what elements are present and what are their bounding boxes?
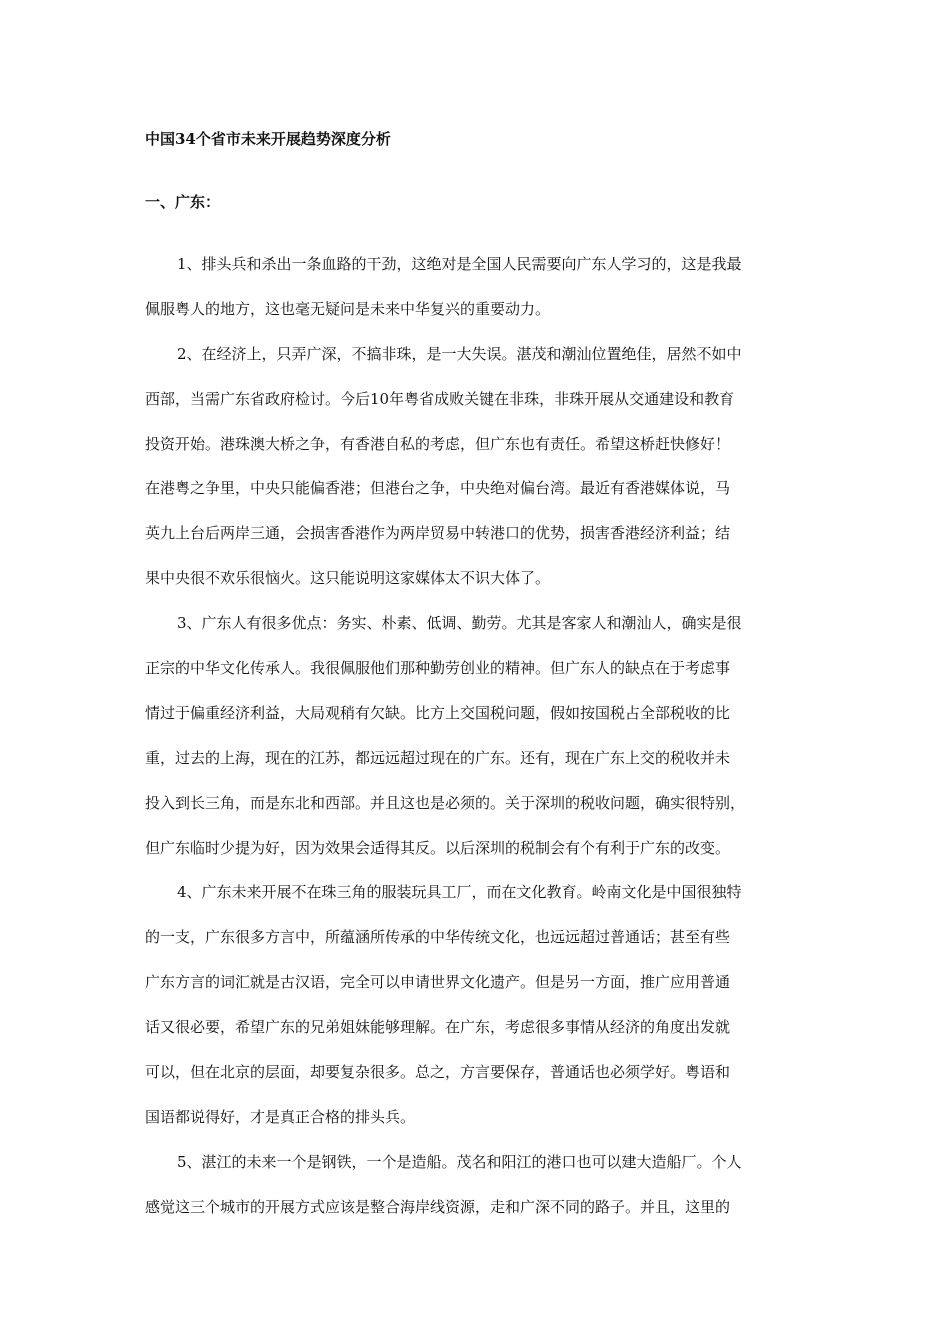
text-line: 可以，但在北京的层面，却要复杂很多。总之，方言要保存，普通话也必须学好。粤语和: [145, 1063, 731, 1082]
text-line: 英九上台后两岸三通，会损害香港作为两岸贸易中转港口的优势，损害香港经济利益；结: [145, 524, 731, 543]
text-line: 3、广东人有很多优点：务实、朴素、低调、勤劳。尤其是客家人和潮汕人，确实是很: [177, 614, 742, 633]
section-heading: 一、广东：: [145, 193, 221, 211]
text-line: 感觉这三个城市的开展方式应该是整合海岸线资源，走和广深不同的路子。并且，这里的: [145, 1197, 731, 1216]
text-line: 广东方言的词汇就是古汉语，完全可以申请世界文化遗产。但是另一方面，推广应用普通: [145, 973, 731, 992]
text-line: 4、广东未来开展不在珠三角的服装玩具工厂，而在文化教育。岭南文化是中国很独特: [177, 883, 742, 902]
text-line: 投入到长三角，而是东北和西部。并且这也是必须的。关于深圳的税收问题，确实很特别，: [145, 793, 746, 812]
text-line: 正宗的中华文化传承人。我很佩服他们那种勤劳创业的精神。但广东人的缺点在于考虑事: [145, 659, 731, 678]
text-line: 情过于偏重经济利益，大局观稍有欠缺。比方上交国税问题，假如按国税占全部税收的比: [145, 703, 731, 722]
text-line: 佩服粤人的地方，这也毫无疑问是未来中华复兴的重要动力。: [145, 299, 551, 318]
text-line: 5、湛江的未来一个是钢铁，一个是造船。茂名和阳江的港口也可以建大造船厂。个人: [177, 1152, 742, 1171]
text-line: 但广东临时少提为好，因为效果会适得其反。以后深圳的税制会有个有利于广东的改变。: [145, 838, 731, 857]
text-line: 2、在经济上，只弄广深，不搞非珠，是一大失误。湛茂和潮汕位置绝佳，居然不如中: [177, 344, 742, 363]
text-line: 投资开始。港珠澳大桥之争，有香港自私的考虑，但广东也有责任。希望这桥赶快修好！: [145, 434, 731, 453]
text-line: 话又很必要，希望广东的兄弟姐妹能够理解。在广东，考虑很多事情从经济的角度出发就: [145, 1018, 731, 1037]
body-text: [145, 250, 810, 1238]
text-line: 西部，当需广东省政府检讨。今后10年粤省成败关键在非珠，非珠开展从交通建设和教育: [145, 389, 735, 408]
text-line: 1、排头兵和杀出一条血路的干劲，这绝对是全国人民需要向广东人学习的，这是我最: [177, 255, 742, 273]
text-line: 重，过去的上海，现在的江苏，都远远超过现在的广东。还有，现在广东上交的税收并未: [145, 748, 731, 767]
text-line: 的一支，广东很多方言中，所蕴涵所传承的中华传统文化，也远远超过普通话；甚至有些: [145, 928, 731, 947]
text-line: 在港粤之争里，中央只能偏香港；但港台之争，中央绝对偏台湾。最近有香港媒体说，马: [145, 479, 731, 498]
text-line: 果中央很不欢乐很恼火。这只能说明这家媒体太不识大体了。: [145, 569, 551, 588]
text-line: 国语都说得好，才是真正合格的排头兵。: [145, 1107, 416, 1126]
document-title: 中国34个省市未来开展趋势深度分析: [145, 130, 391, 148]
